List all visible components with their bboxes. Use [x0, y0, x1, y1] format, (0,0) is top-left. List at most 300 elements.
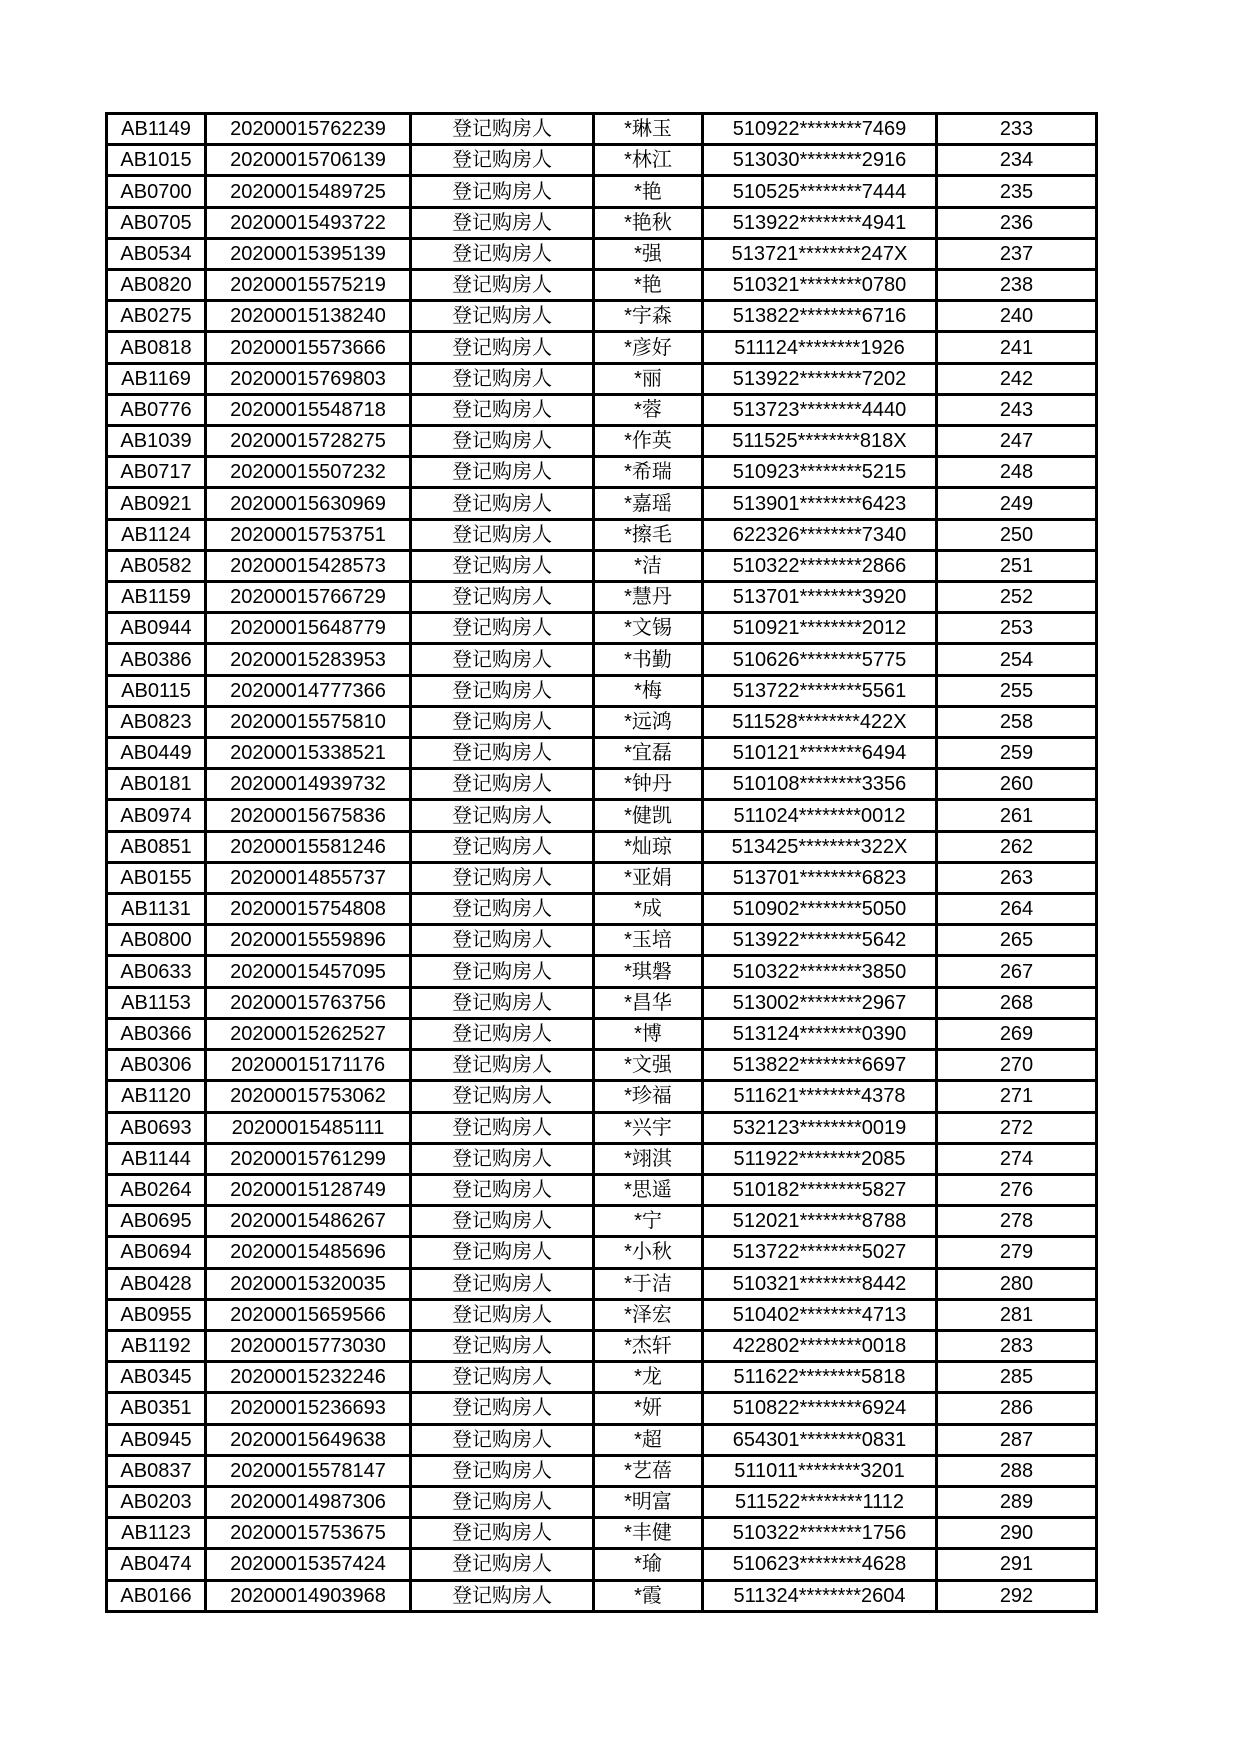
cell-registration-number: 20200015428573	[206, 550, 411, 581]
cell-sequence-number: 241	[937, 332, 1097, 363]
cell-role: 登记购房人	[411, 1455, 594, 1486]
cell-registration-number: 20200015236693	[206, 1393, 411, 1424]
cell-registration-number: 20200015507232	[206, 457, 411, 488]
cell-role: 登记购房人	[411, 363, 594, 394]
cell-masked-id-number: 513030********2916	[703, 145, 937, 176]
cell-masked-id-number: 513721********247X	[703, 238, 937, 269]
cell-masked-name: *慧丹	[594, 582, 703, 613]
cell-application-code: AB1144	[107, 1143, 206, 1174]
cell-sequence-number: 287	[937, 1424, 1097, 1455]
cell-registration-number: 20200015575810	[206, 706, 411, 737]
cell-sequence-number: 240	[937, 301, 1097, 332]
cell-role: 登记购房人	[411, 1299, 594, 1330]
cell-masked-id-number: 513722********5027	[703, 1237, 937, 1268]
table-row	[107, 114, 1097, 145]
cell-masked-name: *书勤	[594, 644, 703, 675]
cell-application-code: AB0474	[107, 1549, 206, 1580]
cell-masked-id-number: 511528********422X	[703, 706, 937, 737]
table-row	[107, 176, 1097, 207]
cell-masked-id-number: 513701********3920	[703, 582, 937, 613]
cell-masked-name: *艳	[594, 176, 703, 207]
cell-role: 登记购房人	[411, 1143, 594, 1174]
cell-sequence-number: 234	[937, 145, 1097, 176]
cell-masked-name: *昌华	[594, 987, 703, 1018]
cell-registration-number: 20200015754808	[206, 894, 411, 925]
cell-masked-id-number: 513002********2967	[703, 987, 937, 1018]
table-row	[107, 207, 1097, 238]
cell-application-code: AB1120	[107, 1081, 206, 1112]
cell-masked-id-number: 510921********2012	[703, 613, 937, 644]
cell-sequence-number: 242	[937, 363, 1097, 394]
table-row	[107, 831, 1097, 862]
cell-registration-number: 20200015630969	[206, 488, 411, 519]
cell-application-code: AB1149	[107, 114, 206, 145]
cell-sequence-number: 248	[937, 457, 1097, 488]
cell-application-code: AB0945	[107, 1424, 206, 1455]
cell-masked-name: *琳玉	[594, 114, 703, 145]
cell-registration-number: 20200015457095	[206, 956, 411, 987]
cell-masked-name: *宇森	[594, 301, 703, 332]
cell-masked-name: *文锡	[594, 613, 703, 644]
cell-registration-number: 20200015753062	[206, 1081, 411, 1112]
cell-role: 登记购房人	[411, 1580, 594, 1611]
cell-masked-name: *作英	[594, 426, 703, 457]
cell-masked-name: *霞	[594, 1580, 703, 1611]
cell-masked-id-number: 510922********7469	[703, 114, 937, 145]
cell-role: 登记购房人	[411, 706, 594, 737]
cell-application-code: AB0166	[107, 1580, 206, 1611]
cell-masked-id-number: 513701********6823	[703, 862, 937, 893]
cell-sequence-number: 262	[937, 831, 1097, 862]
table-row	[107, 1393, 1097, 1424]
cell-registration-number: 20200015773030	[206, 1330, 411, 1361]
cell-sequence-number: 283	[937, 1330, 1097, 1361]
cell-registration-number: 20200015320035	[206, 1268, 411, 1299]
cell-masked-id-number: 510322********2866	[703, 550, 937, 581]
cell-sequence-number: 269	[937, 1018, 1097, 1049]
cell-sequence-number: 264	[937, 894, 1097, 925]
cell-masked-name: *艺蓓	[594, 1455, 703, 1486]
cell-sequence-number: 258	[937, 706, 1097, 737]
cell-masked-name: *超	[594, 1424, 703, 1455]
table-row	[107, 1174, 1097, 1205]
table-row	[107, 1580, 1097, 1611]
cell-registration-number: 20200015283953	[206, 644, 411, 675]
cell-sequence-number: 254	[937, 644, 1097, 675]
cell-masked-id-number: 510525********7444	[703, 176, 937, 207]
cell-application-code: AB1159	[107, 582, 206, 613]
cell-application-code: AB0534	[107, 238, 206, 269]
cell-masked-id-number: 511621********4378	[703, 1081, 937, 1112]
cell-masked-name: *博	[594, 1018, 703, 1049]
cell-masked-name: *擦毛	[594, 519, 703, 550]
table-row	[107, 301, 1097, 332]
cell-masked-name: *翊淇	[594, 1143, 703, 1174]
table-row	[107, 706, 1097, 737]
cell-application-code: AB1124	[107, 519, 206, 550]
cell-role: 登记购房人	[411, 238, 594, 269]
table-row	[107, 1143, 1097, 1174]
cell-registration-number: 20200015486267	[206, 1206, 411, 1237]
cell-masked-id-number: 422802********0018	[703, 1330, 937, 1361]
cell-masked-id-number: 510402********4713	[703, 1299, 937, 1330]
cell-masked-id-number: 511522********1112	[703, 1486, 937, 1517]
cell-sequence-number: 267	[937, 956, 1097, 987]
cell-role: 登记购房人	[411, 114, 594, 145]
cell-application-code: AB0203	[107, 1486, 206, 1517]
cell-registration-number: 20200014903968	[206, 1580, 411, 1611]
cell-registration-number: 20200015395139	[206, 238, 411, 269]
cell-application-code: AB0974	[107, 800, 206, 831]
cell-role: 登记购房人	[411, 1424, 594, 1455]
cell-role: 登记购房人	[411, 925, 594, 956]
cell-application-code: AB0820	[107, 270, 206, 301]
cell-sequence-number: 290	[937, 1518, 1097, 1549]
cell-registration-number: 20200015262527	[206, 1018, 411, 1049]
cell-role: 登记购房人	[411, 426, 594, 457]
cell-masked-name: *玉培	[594, 925, 703, 956]
cell-sequence-number: 247	[937, 426, 1097, 457]
cell-role: 登记购房人	[411, 956, 594, 987]
cell-sequence-number: 233	[937, 114, 1097, 145]
table-row	[107, 550, 1097, 581]
cell-role: 登记购房人	[411, 1268, 594, 1299]
cell-masked-name: *妍	[594, 1393, 703, 1424]
table-row	[107, 1112, 1097, 1143]
cell-registration-number: 20200015138240	[206, 301, 411, 332]
cell-masked-name: *兴宇	[594, 1112, 703, 1143]
cell-masked-name: *健凯	[594, 800, 703, 831]
cell-application-code: AB0705	[107, 207, 206, 238]
cell-masked-name: *强	[594, 238, 703, 269]
cell-masked-name: *杰轩	[594, 1330, 703, 1361]
cell-application-code: AB1169	[107, 363, 206, 394]
cell-application-code: AB0386	[107, 644, 206, 675]
cell-masked-name: *蓉	[594, 394, 703, 425]
cell-registration-number: 20200015769803	[206, 363, 411, 394]
cell-sequence-number: 289	[937, 1486, 1097, 1517]
cell-masked-id-number: 512021********8788	[703, 1206, 937, 1237]
cell-sequence-number: 279	[937, 1237, 1097, 1268]
cell-masked-id-number: 513901********6423	[703, 488, 937, 519]
cell-registration-number: 20200015706139	[206, 145, 411, 176]
cell-registration-number: 20200015485696	[206, 1237, 411, 1268]
cell-application-code: AB0921	[107, 488, 206, 519]
cell-sequence-number: 271	[937, 1081, 1097, 1112]
cell-registration-number: 20200015762239	[206, 114, 411, 145]
table-row	[107, 488, 1097, 519]
cell-registration-number: 20200015573666	[206, 332, 411, 363]
cell-application-code: AB0955	[107, 1299, 206, 1330]
cell-registration-number: 20200015648779	[206, 613, 411, 644]
cell-application-code: AB1123	[107, 1518, 206, 1549]
cell-application-code: AB0155	[107, 862, 206, 893]
cell-sequence-number: 270	[937, 1050, 1097, 1081]
cell-masked-id-number: 513723********4440	[703, 394, 937, 425]
cell-role: 登记购房人	[411, 301, 594, 332]
cell-role: 登记购房人	[411, 1174, 594, 1205]
cell-sequence-number: 280	[937, 1268, 1097, 1299]
cell-application-code: AB0633	[107, 956, 206, 987]
cell-role: 登记购房人	[411, 1518, 594, 1549]
cell-registration-number: 20200014855737	[206, 862, 411, 893]
cell-application-code: AB0345	[107, 1362, 206, 1393]
cell-masked-id-number: 510121********6494	[703, 738, 937, 769]
cell-role: 登记购房人	[411, 1081, 594, 1112]
cell-masked-id-number: 513722********5561	[703, 675, 937, 706]
cell-role: 登记购房人	[411, 145, 594, 176]
cell-registration-number: 20200015728275	[206, 426, 411, 457]
cell-role: 登记购房人	[411, 1050, 594, 1081]
cell-sequence-number: 238	[937, 270, 1097, 301]
cell-sequence-number: 265	[937, 925, 1097, 956]
cell-role: 登记购房人	[411, 582, 594, 613]
cell-role: 登记购房人	[411, 550, 594, 581]
cell-masked-id-number: 510902********5050	[703, 894, 937, 925]
cell-role: 登记购房人	[411, 1018, 594, 1049]
cell-registration-number: 20200015232246	[206, 1362, 411, 1393]
cell-application-code: AB0800	[107, 925, 206, 956]
cell-sequence-number: 252	[937, 582, 1097, 613]
table-row	[107, 1299, 1097, 1330]
cell-sequence-number: 253	[937, 613, 1097, 644]
table-row	[107, 862, 1097, 893]
cell-application-code: AB0944	[107, 613, 206, 644]
cell-role: 登记购房人	[411, 1330, 594, 1361]
cell-masked-id-number: 513822********6716	[703, 301, 937, 332]
table-row	[107, 1268, 1097, 1299]
cell-masked-name: *艳	[594, 270, 703, 301]
cell-masked-id-number: 513922********7202	[703, 363, 937, 394]
table-row	[107, 519, 1097, 550]
cell-application-code: AB0818	[107, 332, 206, 363]
cell-role: 登记购房人	[411, 1393, 594, 1424]
table-row	[107, 1549, 1097, 1580]
cell-masked-id-number: 511622********5818	[703, 1362, 937, 1393]
cell-application-code: AB1192	[107, 1330, 206, 1361]
table-row	[107, 426, 1097, 457]
cell-masked-name: *亚娟	[594, 862, 703, 893]
cell-role: 登记购房人	[411, 769, 594, 800]
cell-masked-name: *丽	[594, 363, 703, 394]
table-row	[107, 394, 1097, 425]
table-row	[107, 1424, 1097, 1455]
cell-registration-number: 20200015575219	[206, 270, 411, 301]
cell-registration-number: 20200015485111	[206, 1112, 411, 1143]
cell-application-code: AB0275	[107, 301, 206, 332]
cell-masked-name: *艳秋	[594, 207, 703, 238]
cell-sequence-number: 251	[937, 550, 1097, 581]
table-row	[107, 238, 1097, 269]
table-row	[107, 613, 1097, 644]
cell-masked-name: *丰健	[594, 1518, 703, 1549]
cell-masked-id-number: 511525********818X	[703, 426, 937, 457]
table-row	[107, 1362, 1097, 1393]
cell-masked-id-number: 510322********3850	[703, 956, 937, 987]
registered-buyers-table	[105, 112, 1098, 1613]
cell-sequence-number: 250	[937, 519, 1097, 550]
cell-application-code: AB0717	[107, 457, 206, 488]
cell-application-code: AB0306	[107, 1050, 206, 1081]
cell-masked-name: *明富	[594, 1486, 703, 1517]
cell-application-code: AB0837	[107, 1455, 206, 1486]
cell-application-code: AB0823	[107, 706, 206, 737]
cell-registration-number: 20200015171176	[206, 1050, 411, 1081]
cell-role: 登记购房人	[411, 1486, 594, 1517]
table-row	[107, 1050, 1097, 1081]
cell-application-code: AB1153	[107, 987, 206, 1018]
cell-sequence-number: 276	[937, 1174, 1097, 1205]
cell-role: 登记购房人	[411, 1362, 594, 1393]
cell-application-code: AB1039	[107, 426, 206, 457]
cell-registration-number: 20200015493722	[206, 207, 411, 238]
cell-registration-number: 20200014939732	[206, 769, 411, 800]
cell-sequence-number: 237	[937, 238, 1097, 269]
cell-masked-id-number: 511922********2085	[703, 1143, 937, 1174]
table-row	[107, 363, 1097, 394]
cell-masked-id-number: 513425********322X	[703, 831, 937, 862]
cell-role: 登记购房人	[411, 519, 594, 550]
cell-registration-number: 20200015578147	[206, 1455, 411, 1486]
cell-masked-id-number: 513822********6697	[703, 1050, 937, 1081]
cell-masked-name: *小秋	[594, 1237, 703, 1268]
cell-role: 登记购房人	[411, 488, 594, 519]
cell-application-code: AB0351	[107, 1393, 206, 1424]
cell-application-code: AB0366	[107, 1018, 206, 1049]
cell-sequence-number: 235	[937, 176, 1097, 207]
cell-sequence-number: 255	[937, 675, 1097, 706]
cell-sequence-number: 291	[937, 1549, 1097, 1580]
cell-registration-number: 20200015581246	[206, 831, 411, 862]
cell-role: 登记购房人	[411, 457, 594, 488]
table-row	[107, 582, 1097, 613]
cell-sequence-number: 260	[937, 769, 1097, 800]
cell-registration-number: 20200015357424	[206, 1549, 411, 1580]
cell-application-code: AB1131	[107, 894, 206, 925]
cell-registration-number: 20200014777366	[206, 675, 411, 706]
cell-masked-name: *思遥	[594, 1174, 703, 1205]
cell-application-code: AB0582	[107, 550, 206, 581]
cell-sequence-number: 249	[937, 488, 1097, 519]
cell-sequence-number: 261	[937, 800, 1097, 831]
cell-registration-number: 20200015766729	[206, 582, 411, 613]
table-row	[107, 457, 1097, 488]
cell-sequence-number: 272	[937, 1112, 1097, 1143]
cell-role: 登记购房人	[411, 675, 594, 706]
cell-registration-number: 20200015753751	[206, 519, 411, 550]
cell-application-code: AB0700	[107, 176, 206, 207]
cell-role: 登记购房人	[411, 644, 594, 675]
cell-application-code: AB0428	[107, 1268, 206, 1299]
cell-application-code: AB0776	[107, 394, 206, 425]
cell-sequence-number: 281	[937, 1299, 1097, 1330]
cell-registration-number: 20200014987306	[206, 1486, 411, 1517]
table-row	[107, 956, 1097, 987]
cell-registration-number: 20200015753675	[206, 1518, 411, 1549]
cell-masked-name: *灿琼	[594, 831, 703, 862]
cell-role: 登记购房人	[411, 394, 594, 425]
cell-masked-name: *成	[594, 894, 703, 925]
cell-masked-id-number: 510822********6924	[703, 1393, 937, 1424]
cell-application-code: AB0851	[107, 831, 206, 862]
cell-application-code: AB0181	[107, 769, 206, 800]
cell-masked-name: *嘉瑶	[594, 488, 703, 519]
cell-masked-name: *彦好	[594, 332, 703, 363]
table-row	[107, 1206, 1097, 1237]
cell-sequence-number: 243	[937, 394, 1097, 425]
table-body	[107, 114, 1097, 1612]
table-row	[107, 270, 1097, 301]
table-row	[107, 1518, 1097, 1549]
cell-masked-name: *远鸿	[594, 706, 703, 737]
cell-masked-id-number: 511024********0012	[703, 800, 937, 831]
cell-role: 登记购房人	[411, 1206, 594, 1237]
cell-role: 登记购房人	[411, 987, 594, 1018]
table-row	[107, 332, 1097, 363]
cell-masked-id-number: 510322********1756	[703, 1518, 937, 1549]
cell-sequence-number: 292	[937, 1580, 1097, 1611]
cell-masked-id-number: 510108********3356	[703, 769, 937, 800]
cell-registration-number: 20200015675836	[206, 800, 411, 831]
cell-masked-name: *希瑞	[594, 457, 703, 488]
cell-role: 登记购房人	[411, 332, 594, 363]
cell-role: 登记购房人	[411, 738, 594, 769]
cell-registration-number: 20200015128749	[206, 1174, 411, 1205]
cell-application-code: AB0264	[107, 1174, 206, 1205]
cell-registration-number: 20200015338521	[206, 738, 411, 769]
cell-masked-id-number: 510321********8442	[703, 1268, 937, 1299]
cell-masked-name: *梅	[594, 675, 703, 706]
cell-role: 登记购房人	[411, 270, 594, 301]
cell-application-code: AB0695	[107, 1206, 206, 1237]
cell-registration-number: 20200015559896	[206, 925, 411, 956]
cell-masked-id-number: 510321********0780	[703, 270, 937, 301]
cell-masked-id-number: 510923********5215	[703, 457, 937, 488]
cell-masked-id-number: 513922********4941	[703, 207, 937, 238]
table-row	[107, 644, 1097, 675]
cell-sequence-number: 263	[937, 862, 1097, 893]
cell-registration-number: 20200015489725	[206, 176, 411, 207]
cell-masked-name: *龙	[594, 1362, 703, 1393]
cell-sequence-number: 288	[937, 1455, 1097, 1486]
table-row	[107, 894, 1097, 925]
cell-masked-name: *于洁	[594, 1268, 703, 1299]
cell-role: 登记购房人	[411, 1237, 594, 1268]
cell-role: 登记购房人	[411, 831, 594, 862]
cell-application-code: AB0449	[107, 738, 206, 769]
cell-sequence-number: 278	[937, 1206, 1097, 1237]
cell-masked-name: *瑜	[594, 1549, 703, 1580]
table-row	[107, 987, 1097, 1018]
table-row	[107, 1486, 1097, 1517]
cell-masked-name: *文强	[594, 1050, 703, 1081]
cell-role: 登记购房人	[411, 1549, 594, 1580]
cell-sequence-number: 236	[937, 207, 1097, 238]
cell-role: 登记购房人	[411, 613, 594, 644]
cell-registration-number: 20200015548718	[206, 394, 411, 425]
cell-masked-id-number: 532123********0019	[703, 1112, 937, 1143]
cell-registration-number: 20200015763756	[206, 987, 411, 1018]
table-row	[107, 145, 1097, 176]
cell-masked-name: *宜磊	[594, 738, 703, 769]
cell-masked-id-number: 513124********0390	[703, 1018, 937, 1049]
table-row	[107, 1081, 1097, 1112]
cell-masked-id-number: 654301********0831	[703, 1424, 937, 1455]
cell-role: 登记购房人	[411, 176, 594, 207]
table-row	[107, 1330, 1097, 1361]
cell-masked-name: *琪磐	[594, 956, 703, 987]
cell-application-code: AB0115	[107, 675, 206, 706]
